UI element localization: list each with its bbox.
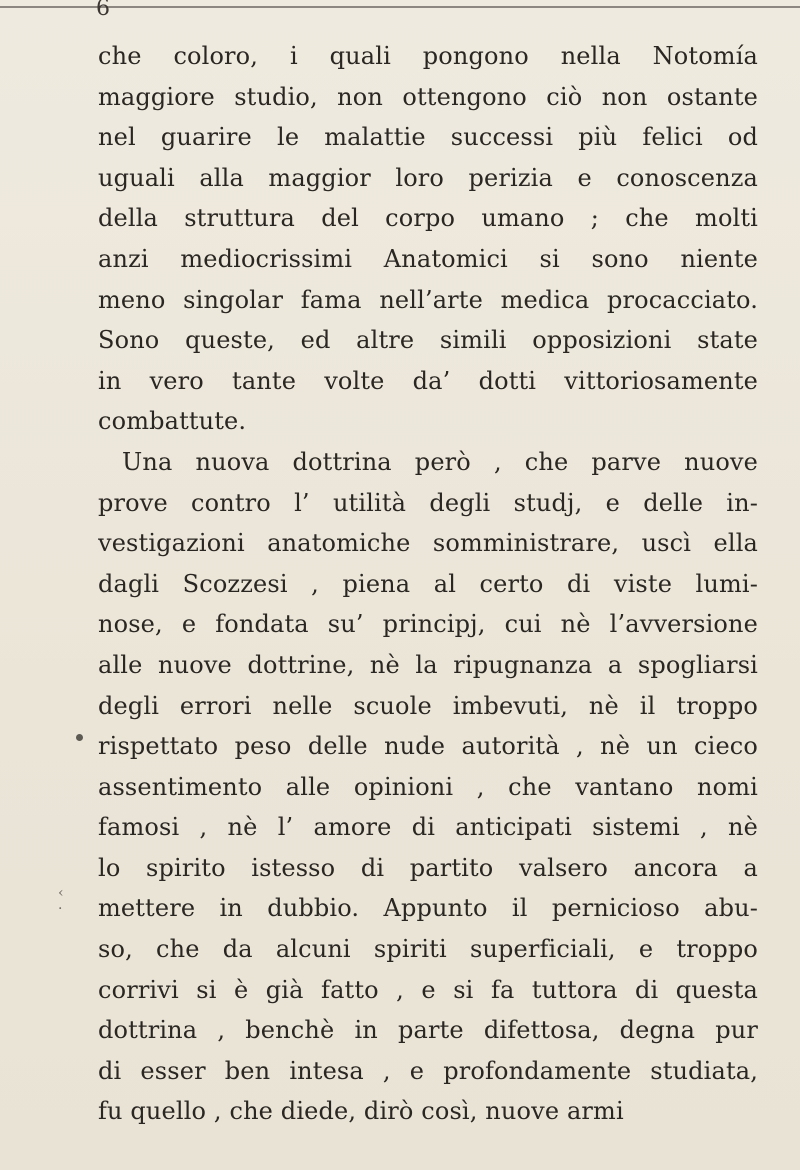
- text-line: uguali alla maggior loro perizia e conoscenza: [98, 163, 758, 192]
- text-line: dottrina , benchè in parte difettosa, degna pur: [98, 1016, 758, 1045]
- text-line: so, che da alcuni spiriti superficiali, e troppo: [98, 935, 758, 964]
- margin-mark: ‹ ·: [58, 885, 64, 917]
- text-line: anzi mediocrissimi Anatomici si sono niente: [98, 244, 758, 273]
- text-line: assentimento alle opinioni , che vantano nomi: [98, 772, 758, 801]
- text-line: degli errori nelle scuole imbevuti, nè il troppo: [98, 691, 758, 720]
- text-line: fu quello , che diede, dirò così, nuove armi: [98, 1097, 624, 1126]
- text-line: lo spirito istesso di partito valsero ancora a: [98, 853, 758, 882]
- text-line: maggiore studio, non ottengono ciò non ostante: [98, 82, 758, 111]
- text-line: vestigazioni anatomiche somministrare, uscì ella: [98, 529, 758, 558]
- ink-speck: [76, 734, 83, 741]
- text-line: famosi , nè l’ amore di anticipati sistemi , nè: [98, 813, 758, 842]
- text-line: combattute.: [98, 407, 247, 436]
- text-line: corrivi si è già fatto , e si fa tuttora di questa: [98, 975, 758, 1004]
- text-line: prove contro l’ utilità degli studj, e delle in-: [98, 488, 758, 517]
- body-text: [98, 36, 758, 1132]
- text-line: in vero tante volte da’ dotti vittoriosamente: [98, 366, 758, 395]
- text-line: della struttura del corpo umano ; che molti: [98, 204, 758, 233]
- text-line: dagli Scozzesi , piena al certo di viste lumi-: [98, 569, 758, 598]
- text-line: meno singolar fama nell’arte medica procacciato.: [98, 285, 758, 314]
- page-number: 6: [96, 0, 110, 21]
- text-line: alle nuove dottrine, nè la ripugnanza a spogliarsi: [98, 650, 758, 679]
- text-line: che coloro, i quali pongono nella Notomía: [98, 42, 758, 70]
- text-line: Sono queste, ed altre simili opposizioni state: [98, 326, 758, 355]
- text-line: Una nuova dottrina però , che parve nuove: [122, 447, 758, 476]
- text-line: di esser ben intesa , e profondamente studiata,: [98, 1056, 758, 1085]
- header-rule: [0, 6, 800, 8]
- text-line: rispettato peso delle nude autorità , nè un cieco: [98, 732, 758, 761]
- text-line: nel guarire le malattie successi più felici od: [98, 123, 758, 152]
- text-line: mettere in dubbio. Appunto il pernicioso abu-: [98, 894, 758, 923]
- text-line: nose, e fondata su’ principj, cui nè l’avversione: [98, 610, 758, 639]
